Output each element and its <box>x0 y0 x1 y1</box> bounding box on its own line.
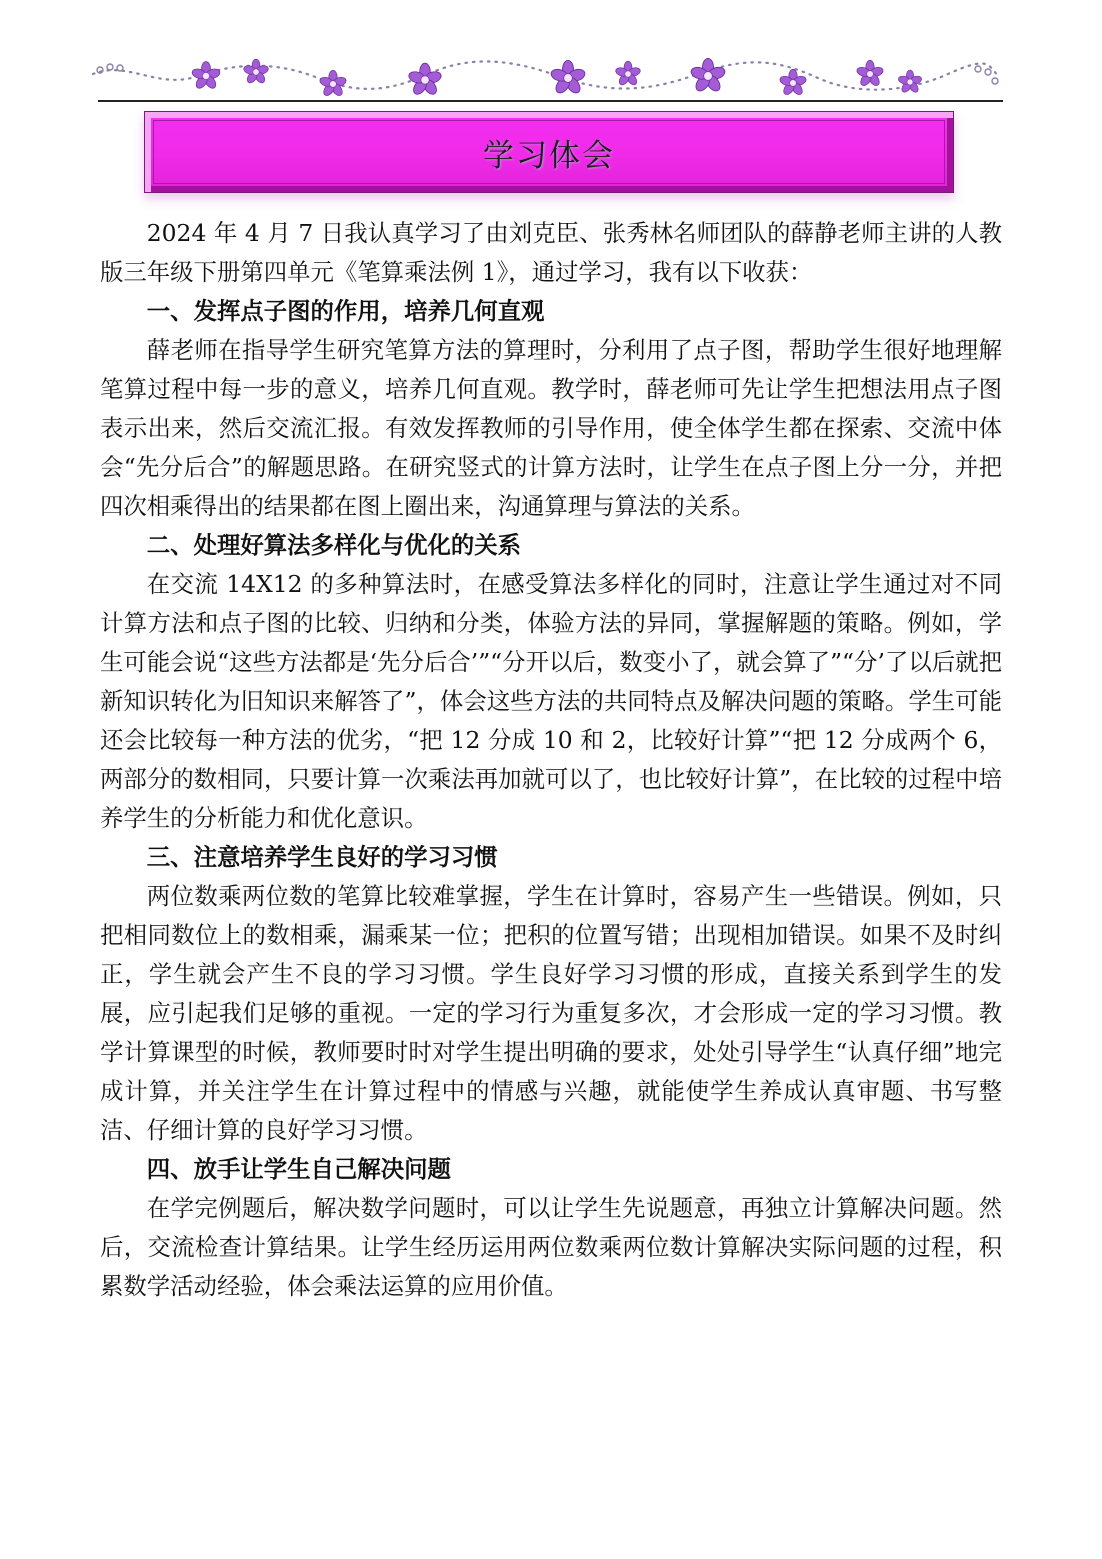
page-title: 学习体会 <box>483 138 615 174</box>
section-heading-1: 一、发挥点子图的作用，培养几何直观 <box>146 297 545 325</box>
section-heading-3: 三、注意培养学生良好的学习习惯 <box>146 843 498 871</box>
section-body-3: 两位数乘两位数的笔算比较难掌握，学生在计算时，容易产生一些错误。例如，只把相同数位上的数相乘，漏乘某一位；把积的位置写错；出现相加错误。如果不及时纠正，学生就会产生不良的学习习惯。学生良好学习习惯的形成，直接关系到学生的发展，应引起我们足够的重视。一定的学习行为重复多次，才会形成一定的学习习惯。教学计算课型的时候，教师要时时对学生提出明确的要求，处处引导学生“认真仔细”地完成计算，并关注学生在计算过程中的情感与兴趣，就能使学生养成认真审题、书写整洁、仔细计算的良好学习习惯。 <box>100 882 1002 1144</box>
section-body-4: 在学完例题后，解决数学问题时，可以让学生先说题意，再独立计算解决问题。然后，交流检查计算结果。让学生经历运用两位数乘两位数计算解决实际问题的过程，积累数学活动经验，体会乘法运算的应用价值。 <box>100 1194 1002 1300</box>
article-body <box>100 214 1002 1306</box>
section-heading-4: 四、放手让学生自己解决问题 <box>146 1155 451 1183</box>
intro-paragraph: 2024 年 4 月 7 日我认真学习了由刘克臣、张秀林名师团队的薛静老师主讲的人教版三年级下册第四单元《笔算乘法例 1》，通过学习，我有以下收获： <box>100 219 1002 286</box>
header-rule <box>98 100 1003 102</box>
section-heading-2: 二、处理好算法多样化与优化的关系 <box>146 531 522 559</box>
flower-dot-border <box>88 52 1003 106</box>
section-body-1: 薛老师在指导学生研究笔算方法的算理时，分利用了点子图，帮助学生很好地理解笔算过程中每一步的意义，培养几何直观。教学时，薛老师可先让学生把想法用点子图表示出来，然后交流汇报。有效发挥教师的引导作用，使全体学生都在探索、交流中体会“先分后合”的解题思路。在研究竖式的计算方法时，让学生在点子图上分一分，并把四次相乘得出的结果都在图上圈出来，沟通算理与算法的关系。 <box>100 336 1002 520</box>
title-banner <box>144 111 954 193</box>
section-body-2: 在交流 14X12 的多种算法时，在感受算法多样化的同时，注意让学生通过对不同计算方法和点子图的比较、归纳和分类，体验方法的异同，掌握解题的策略。例如，学生可能会说“这些方法都是‘先分后合’”“分开以后，数变小了，就会算了”“分’了以后就把新知识转化为旧知识来解答了”，体会这些方法的共同特点及解决问题的策略。学生可能还会比较每一种方法的优劣，“把 12 分成 10 和 2，比较好计算”“把 12 分成两个 6，两部分的数相同，只要计算一次乘法再加就可以了，也比较好计算”，在比较的过程中培养学生的分析能力和优化意识。 <box>100 570 1002 832</box>
